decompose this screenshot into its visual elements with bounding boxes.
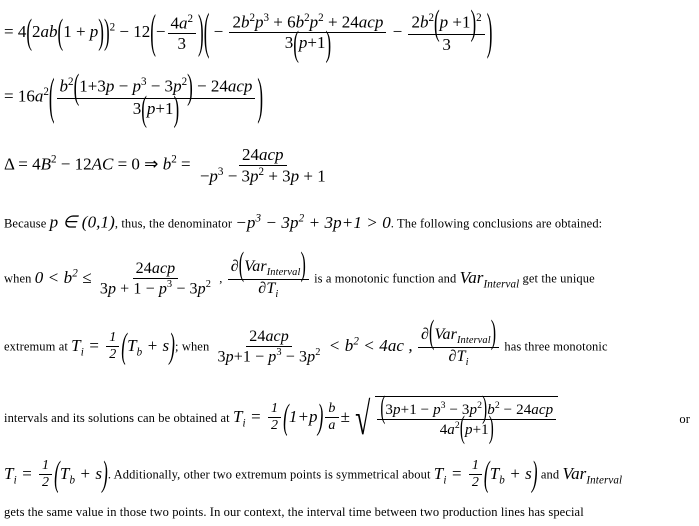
- prose-line-extremum: [4, 316, 696, 369]
- prose-line-last: [4, 505, 696, 520]
- denominator-expr: $-p^3 - 3p^2 + 3p+1 > 0$: [235, 212, 391, 232]
- text-is-monotonic: is a monotonic function and: [314, 271, 457, 286]
- frac-2: $\frac{\text{24acp}}{3p+1 - p^3 - 3p^2}$: [217, 328, 321, 366]
- ti-expression-2: $T_i$ = $\frac{1}{2}$ (1+p) $\frac{b}{a}$ ±: [232, 396, 350, 437]
- sqrt-expression: √ $\frac{(3p+1 - p^3 - 3p^2)b^2 - 24acp}{4a^2(p+1)}$: [350, 396, 558, 442]
- partial-derivative-1: $\frac{\partial(Var_{Interval})}{\partial T_i}$: [228, 258, 309, 301]
- prose-line-because: [4, 212, 696, 233]
- word-when: when: [4, 271, 32, 286]
- prose-line-intervals: [4, 392, 696, 447]
- ti-expression-3: $T_i$ = $\frac{1}{2}$ $(T_b + s)$: [4, 453, 108, 494]
- equation-line-2: = $16a^2$( $\frac{b^2(1+3p - p^3 - 3p^2) - 24acp}{3(p+1)}$ ): [4, 67, 264, 129]
- text-conclusions: . The following conclusions are obtained:: [390, 216, 603, 231]
- partial-derivative-2: $\frac{\partial(Var_{Interval})}{\partial T_i}$: [418, 326, 499, 369]
- text-has-three: has three monotonic: [504, 339, 608, 354]
- ti-expression-1: $T_i$ = $\frac{1}{2}$ $(T_b + s)$: [71, 325, 176, 366]
- eq2-frac: $\frac{b^2(1+3p - p^3 - 3p^2) - 24acp}{3(p+1)}$: [57, 76, 256, 119]
- var-interval-2: Var$_{Interval}$: [562, 463, 623, 486]
- eq1-frac-4a2: $\frac{4a^2}{3}$: [168, 13, 197, 54]
- text-when-2: ; when: [175, 339, 210, 354]
- word-or: or: [679, 412, 690, 426]
- equation-line-1: = $4(2ab(1 + p))^2 - 12(-$ $\frac{4a^2}{3}$ )( − $\frac{2b^2p^3 + 6b^2p^2 + 24acp}{3(p+1)}$ − $\frac{2b^2(p +1)^2}{3}$ ): [4, 3, 493, 64]
- cond-2: < $b^2 < 4ac$ ,: [328, 334, 413, 355]
- text-additionally: . Additionally, other two extremum points is symmetrical about: [107, 467, 431, 482]
- var-interval: Var$_{Interval}$: [459, 267, 520, 290]
- eq1-part-a: = $4(2ab(1 + p))^2 - 12$: [4, 12, 151, 52]
- equation-line-3: $\Delta = 4B^2 - 12AC = 0$ ⇒ $b^2$ = $\frac{\text{24acp}}{-p^3 - 3p^2 + 3p + 1}$: [4, 145, 331, 186]
- cond-1: $0 < b^2$ ≤: [34, 266, 92, 287]
- text-thus: , thus, the denominator: [114, 216, 233, 231]
- prose-line-additionally: [4, 453, 696, 494]
- p-in-interval: p ∈ (0,1): [49, 212, 115, 232]
- eq1-frac-tail: $\frac{2b^2(p +1)^2}{3}$: [408, 12, 484, 54]
- text-get-unique: get the unique: [522, 271, 595, 286]
- text-last-line: gets the same value in those two points. In our context, the interval time between two production lines has special: [4, 505, 584, 519]
- frac-1: $\frac{\text{24acp}}{3p + 1 - p^3 - 3p^2}$: [99, 260, 212, 298]
- eq3-frac: $\frac{\text{24acp}}{-p^3 - 3p^2 + 3p + 1}$: [199, 145, 326, 186]
- prose-line-when1: when $0 < b^2$ ≤ $\frac{\text{24acp}}{3p + 1 - p^3 - 3p^2}$ , $\frac{\partial(Var_{Interval})}{\partial T_i}$ is a monotonic function and Var$_{Interval}$ get the unique: [4, 248, 595, 301]
- word-and: and: [540, 467, 560, 482]
- eq1-frac-main: $\frac{2b^2p^3 + 6b^2p^2 + 24acp}{3(p+1)}$: [229, 12, 386, 54]
- word-because: Because: [4, 216, 47, 231]
- text-intervals: intervals and its solutions can be obtained at: [4, 410, 230, 425]
- ti-expression-4: $T_i$ = $\frac{1}{2}$ $(T_b + s)$: [433, 453, 538, 494]
- text-extremum-at: extremum at: [4, 339, 68, 354]
